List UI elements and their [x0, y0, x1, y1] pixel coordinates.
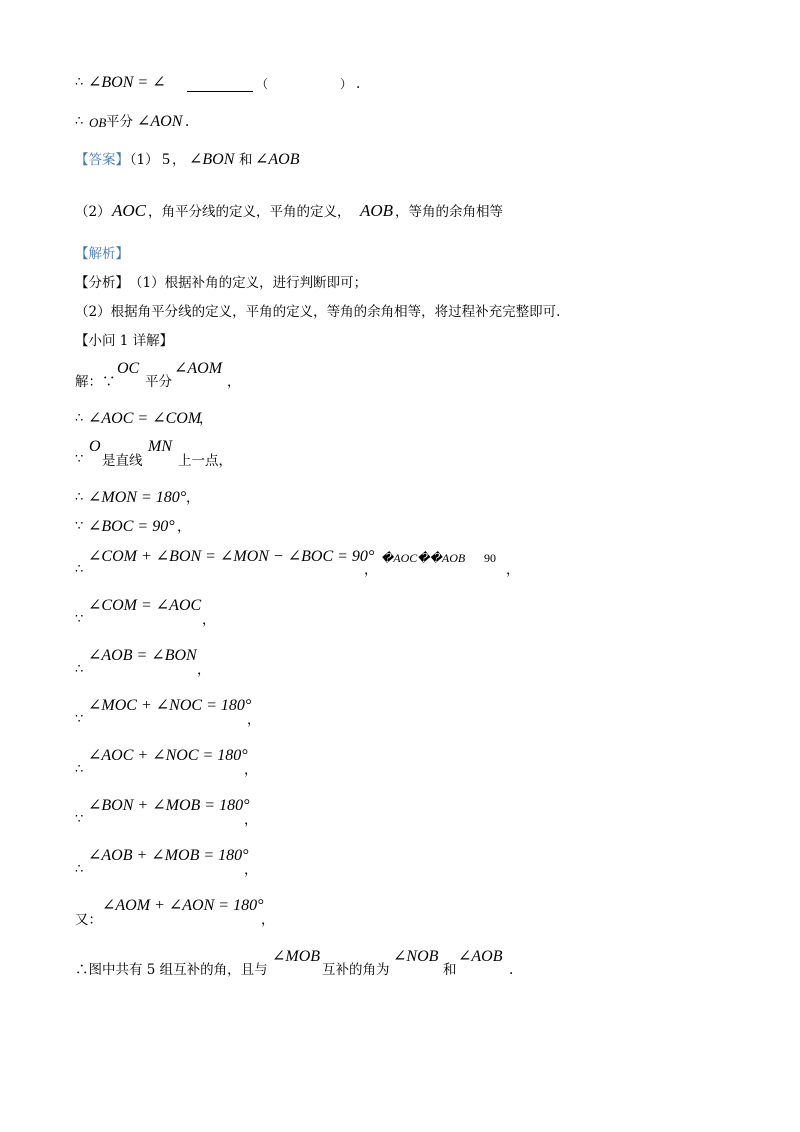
angle-expression: ∠AOB: [458, 948, 503, 965]
step-text: 上一点，: [178, 453, 232, 469]
step-end: ，: [227, 374, 241, 390]
step-formula: ∠AOC = ∠COM: [88, 410, 202, 427]
garbled-formula: �AOC��AOB: [381, 551, 466, 565]
step-formula: ∠COM + ∠BON = ∠MON − ∠BOC = 90°: [88, 548, 375, 565]
step-formula: ∠BOC = 90°: [88, 518, 175, 535]
conclusion-text: ∴图中共有 5 组互补的角，且与: [75, 962, 268, 978]
analysis-label: 【解析】: [75, 246, 129, 262]
step-formula: ∠AOM + ∠AON = 180°: [102, 897, 264, 914]
answer-label: 【答案】: [75, 152, 129, 168]
because-symbol: ∵: [75, 452, 84, 467]
step-comma: ，: [364, 562, 378, 578]
step-end: ，: [186, 490, 200, 506]
therefore-symbol: ∴: [75, 762, 84, 777]
because-symbol: ∵: [75, 612, 84, 627]
point-name: O: [89, 438, 101, 455]
step-lead: 又：: [75, 912, 102, 928]
step-end: ，: [261, 912, 275, 928]
angle-expression: ∠MOB: [272, 948, 321, 965]
line-end-period: .: [356, 76, 361, 92]
step-end: ，: [244, 862, 258, 878]
step-end: ，: [506, 562, 520, 578]
step-formula: ∠COM = ∠AOC: [88, 597, 202, 614]
therefore-symbol: ∴: [75, 411, 84, 426]
step-end: ，: [177, 519, 191, 535]
conjunction: 和: [239, 152, 253, 168]
analysis-text: （2）根据角平分线的定义，平角的定义，等角的余角相等，将过程补充完整即可.: [75, 304, 561, 320]
step-formula: ∠MON = 180°: [88, 489, 187, 506]
therefore-symbol: ∴: [75, 662, 84, 677]
analysis-text: （1）根据补角的定义，进行判断即可；: [129, 275, 368, 291]
angle-expression: ∠NOB: [393, 948, 439, 965]
step-end: ，: [197, 662, 211, 678]
step-lead: 解：∵: [75, 374, 116, 390]
line-end-period: .: [185, 114, 190, 130]
therefore-symbol: ∴: [75, 862, 84, 877]
reason-paren-close: ）: [340, 77, 353, 91]
line-end-period: .: [509, 962, 514, 978]
step-end: ，: [202, 612, 216, 628]
because-symbol: ∵: [75, 519, 84, 534]
therefore-symbol: ∴: [75, 114, 84, 129]
step-end: ，: [244, 812, 258, 828]
sub-heading: 【小问 1 详解】: [75, 333, 174, 349]
question-formula: ∠BON = ∠: [88, 74, 166, 91]
step-text: 是直线: [102, 453, 143, 469]
step-end: ，: [244, 762, 258, 778]
conjunction: 和: [443, 962, 457, 978]
reason-paren-open: （: [256, 77, 269, 91]
angle-expression: ∠AON: [137, 113, 183, 130]
part-number: （2）: [75, 204, 111, 220]
because-symbol: ∵: [75, 712, 84, 727]
step-end: ，: [199, 411, 213, 427]
step-formula: ∠AOB = ∠BON: [88, 647, 197, 664]
angle-name: AOC: [112, 201, 146, 220]
therefore-symbol: ∴: [75, 75, 84, 90]
answer-blank-underline: [187, 91, 253, 92]
angle-expression: ∠AOM: [174, 360, 223, 377]
ray-name: OB: [89, 115, 107, 130]
separator: ，: [172, 152, 186, 168]
reasons-text: ，等角的余角相等: [395, 204, 503, 220]
garbled-number: 90: [484, 551, 496, 565]
angle-expression: ∠BON: [189, 151, 235, 168]
step-formula: ∠AOB + ∠MOB = 180°: [88, 847, 249, 864]
step-formula: ∠MOC + ∠NOC = 180°: [88, 697, 252, 714]
ray-name: OC: [117, 360, 140, 377]
line-name: MN: [148, 438, 172, 455]
answer-count: 5: [162, 151, 170, 168]
step-end: ，: [247, 712, 261, 728]
step-text: 平分: [145, 374, 172, 390]
question-text: 平分: [106, 114, 133, 130]
part-number: （1）: [123, 152, 159, 168]
because-symbol: ∵: [75, 812, 84, 827]
fenxi-label: 【分析】: [75, 275, 129, 291]
step-formula: ∠AOC + ∠NOC = 180°: [88, 747, 248, 764]
conclusion-text: 互补的角为: [322, 962, 390, 978]
reasons-text: ，角平分线的定义，平角的定义，: [148, 204, 351, 220]
therefore-symbol: ∴: [75, 490, 84, 505]
step-formula: ∠BON + ∠MOB = 180°: [88, 797, 250, 814]
therefore-symbol: ∴: [75, 562, 84, 577]
angle-name: AOB: [360, 201, 394, 220]
angle-expression: ∠AOB: [255, 151, 300, 168]
